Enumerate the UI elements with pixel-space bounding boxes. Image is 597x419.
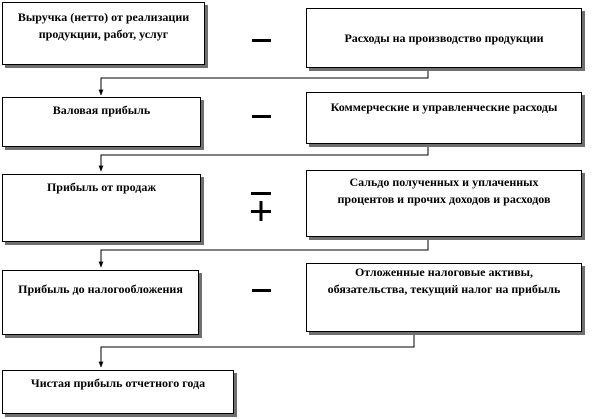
deduction-commercial-admin: Коммерческие и управленческие расходы: [306, 92, 582, 144]
connector-4: [101, 335, 414, 367]
minus-operator-1: [252, 39, 271, 42]
deduction-production-costs: Расходы на производство продукции: [306, 8, 582, 68]
step-revenue: Выручка (нетто) от реализации продукции, работ, услуг: [2, 2, 205, 65]
deduction-interest-other: Сальдо полученных и уплаченных процентов и прочих доходов и расходов: [306, 170, 582, 237]
step-profit-before-tax: Прибыль до налогообложения: [2, 270, 199, 335]
deduction-taxes: Отложенные налоговые активы, обязательства, текущий налог на прибыль: [306, 263, 582, 332]
plus-minus-operator: [251, 192, 271, 221]
minus-operator-3: [252, 289, 271, 292]
minus-operator-2: [252, 115, 271, 118]
step-gross-profit: Валовая прибыль: [2, 97, 201, 147]
connector-2: [101, 147, 428, 171]
step-net-profit: Чистая прибыль отчетного года: [2, 370, 234, 414]
step-profit-from-sales: Прибыль от продаж: [2, 174, 201, 242]
